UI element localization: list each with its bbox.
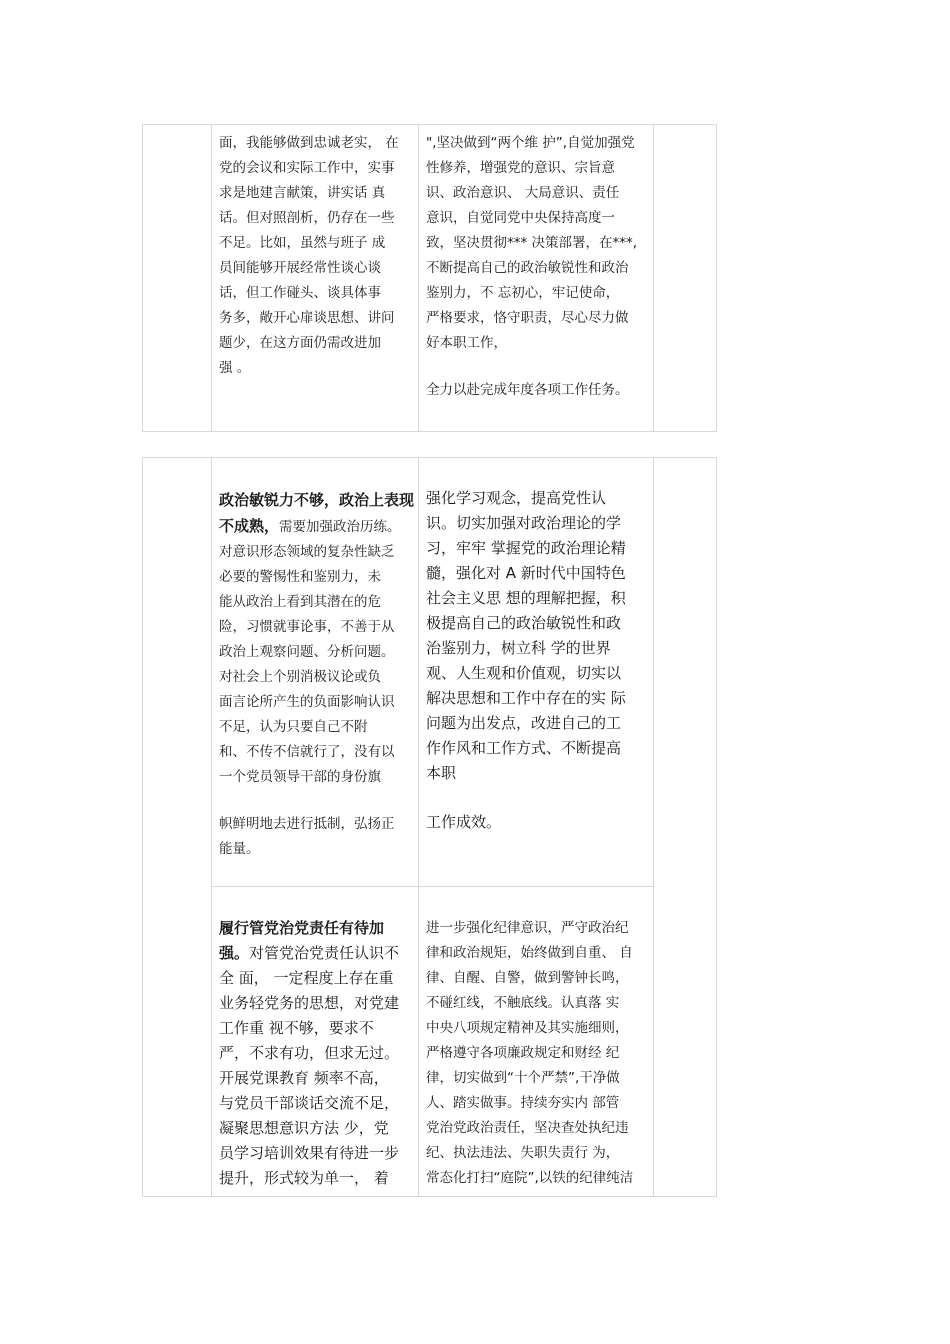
party-governance-measure-cell [426,916,652,1191]
measure-text: ",坚决做到“两个维 护”,自觉加强党 性修养，增强党的意识、宗旨意 识、政治意识、 大局意识、责任 意识，自觉同党中央保持高度一 致，坚决贯彻*** 决策部署，在***, 不断提高自己的政治敏锐性和政治 鉴别力，不 忘初心，牢记使命， 严格要求，恪守职责，尽心尽力做 好本职工作， [426,135,638,351]
column-divider [418,458,419,1196]
measure-text: 进一步强化纪律意识，严守政治纪 律和政治规矩，始终做到自重、 自 律、自醒、自警，做到警钟长鸣， 不碰红线，不触底线。认真落 实 中央八项规定精神及其实施细则， 严格遵守各项廉政规定和财经 纪 律，切实做到“十个严禁”,干净做 人、踏实做事。持续夯实内 部管 党治党政治责任，坚决查处执纪违 纪、执法违法、失职失责行 为， 常态化打扫“庭院”,以铁的纪律纯洁 [426,920,634,1186]
measure-text: 强化学习观念，提高党性认 识。切实加强对政治理论的学 习，牢牢 掌握党的政治理论精 髓，强化对 A 新时代中国特色 社会主义思 想的理解把握，积 极提高自己的政治敏锐性和政 治鉴别力，树立科 学的世界 观、人生观和价值观，切实以 解决思想和工作中存在的实 际 问题为出发点，改进自己的工 作作风和工作方式、不断提高 本职 [426,489,626,782]
problem-heading: 政治敏锐力不够，政治上表现 不成熟， [219,491,415,535]
column-divider [653,125,654,431]
problem-text: 面，我能够做到忠诚老实， 在 党的会议和实际工作中，实事 求是地建言献策，讲实话 真 话。但对照剖析，仍存在一些 不足。比如，虽然与班子 成 员间能够开展经常性谈心谈 话，但工作碰头、谈具体事 务多，敞开心扉谈思想、讲问 题少，在这方面仍需改进加 强 。 [219,135,399,376]
table-top-problem-cell [219,131,415,381]
table-top [142,124,717,432]
problem-heading: 履行管党治党责任有待加 强。 [219,919,385,962]
table-top-measure-cell [426,131,652,403]
problem-text-end: 帜鲜明地去进行抵制，弘扬正 能量。 [219,816,395,857]
table-bottom [142,457,717,1197]
party-governance-problem-cell [219,916,417,1191]
column-divider [653,458,654,1196]
column-divider [211,125,212,431]
problem-text: 对管党治党责任认识不 全 面， 一定程度上存在重 业务轻党务的思想，对党建 工作重 视不够，要求不 严，不求有功，但求无过。 开展党课教育 频率不高， 与党员干部谈话交流不足， 凝聚思想意识方法 少，党 员学习培训效果有待进一步 提升，形式较为单一， 着 [219,944,400,1187]
problem-text: 需要加强政治历练。 对意识形态领域的复杂性缺乏 必要的警惕性和鉴别力，未 能从政治上看到其潜在的危 险，习惯就事论事，不善于从 政治上观察问题、分析问题。 对社会上个别消极议论或负 面言论所产生的负面影响认识 不足，认为只要自己不附 和、不传不信就行了，没有以 一个党员领导干部的身份旗 [219,519,401,785]
measure-text-end: 全力以赴完成年度各项工作任务。 [426,382,629,398]
political-sensitivity-measure-cell [426,486,652,835]
row-divider [211,886,654,887]
column-divider [211,458,212,1196]
political-sensitivity-problem-cell [219,488,417,862]
measure-text-end: 工作成效。 [426,813,502,831]
column-divider [418,125,419,431]
